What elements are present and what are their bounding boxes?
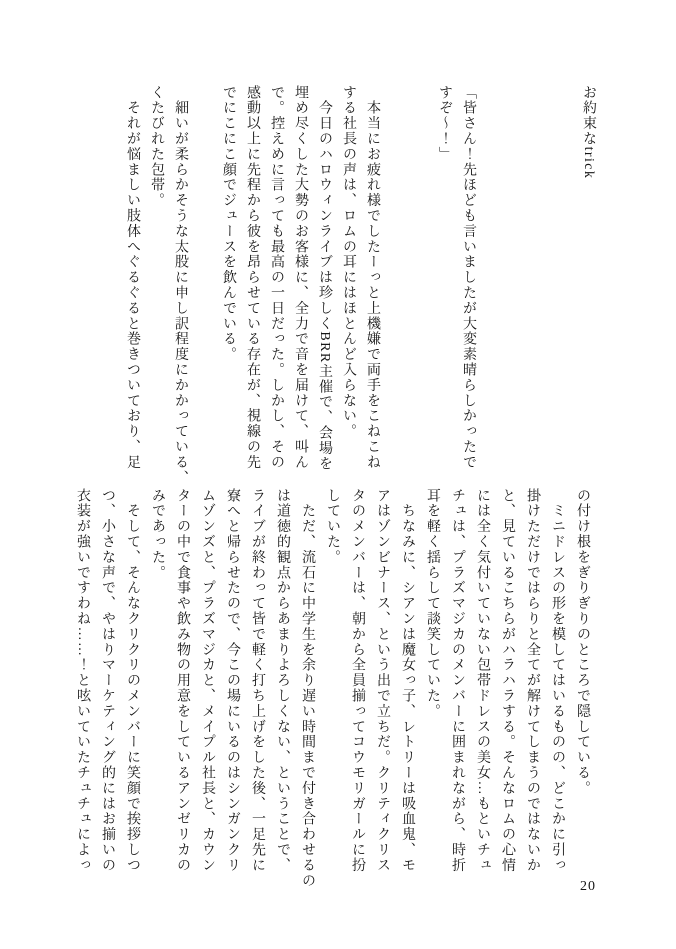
text-line bbox=[384, 85, 408, 477]
text-line: ターの中で食事や飲み物の用意をしているアンゼリカの bbox=[175, 488, 190, 873]
text-line bbox=[552, 85, 576, 477]
text-line: 細いが柔らかそうな太股に申し訳程度にかかっている、 bbox=[173, 85, 188, 486]
text-line: 「皆さん！先ほども言いましたが大変素晴らしかったで bbox=[461, 85, 476, 470]
text-line: つ、小さな声で、やはりマーケティング的にはお揃いの bbox=[100, 488, 115, 873]
text-line: 寮へと帰らせたので、今この場にいるのはシンガンクリ bbox=[225, 488, 240, 873]
text-line: それが悩ましい肢体へぐるぐると巻きついており、足 bbox=[125, 85, 140, 470]
text-line: していた。 bbox=[325, 488, 340, 565]
text-line: する社長の声は、ロムの耳にはほとんど入らない。 bbox=[341, 85, 356, 440]
text-line: そして、そんなクリクリのメンバーに笑顔で挨拶しつ bbox=[125, 488, 140, 873]
text-line: ミニドレスの形を模してはいるものの、どこかに引っ bbox=[550, 488, 565, 873]
text-line bbox=[528, 85, 552, 477]
text-line bbox=[504, 85, 528, 477]
text-line: チュは、プラズマジカのメンバーに囲まれながら、時折 bbox=[450, 488, 465, 873]
story-text-top-band bbox=[120, 85, 600, 486]
text-line bbox=[408, 85, 432, 477]
text-line: みであった。 bbox=[150, 488, 165, 581]
text-line: 感動以上に先程から彼を昂らせている存在が、視線の先 bbox=[245, 85, 260, 470]
text-line: ただ、流石に中学生を余り遅い時間まで付き合わせるの bbox=[300, 488, 315, 889]
text-line: には全く気付いていない包帯ドレスの美女…もといチュ bbox=[475, 488, 490, 873]
text-line: ライブが終わって皆で軽く打ち上げをした後、一足先に bbox=[250, 488, 265, 873]
text-line: の付け根をぎりぎりのところで隠している。 bbox=[575, 488, 590, 796]
text-line: すぞ～！」 bbox=[437, 85, 452, 162]
page-title: お約束なtrick bbox=[581, 85, 596, 180]
text-line bbox=[192, 85, 216, 477]
text-line: アはゾンビナース、という出で立ちだ。クリティクリス bbox=[375, 488, 390, 873]
text-line bbox=[480, 85, 504, 477]
page-number: 20 bbox=[580, 879, 596, 894]
text-line: くたびれた包帯。 bbox=[149, 85, 164, 209]
text-line: 今日のハロウィンライブは珍しくBRR主催で、会場を bbox=[317, 85, 332, 472]
text-line: タのメンバーは、朝から全員揃ってコウモリガールに扮 bbox=[350, 488, 365, 873]
text-line: 掛けただけではらりと全てが解けてしまうのではないか bbox=[525, 488, 540, 873]
text-line: 本当にお疲れ様でしたーっと上機嫌で両手をこねこね bbox=[365, 85, 380, 470]
text-line: 衣装が強いですわね……！と呟いていたチュチュによっ bbox=[75, 488, 90, 873]
text-line: ちなみに、シアンは魔女っ子、レトリーは吸血鬼、モ bbox=[400, 488, 415, 873]
text-line: 耳を軽く揺らして談笑していた。 bbox=[425, 488, 440, 719]
text-line: で。控えめに言っても最高の一日だった。しかし、その bbox=[269, 85, 284, 470]
text-line: ムゾンズと、プラズマジカと、メイプル社長と、カウン bbox=[200, 488, 215, 873]
text-line: 埋め尽くした大勢のお客様に、全力で音を届けて、叫ん bbox=[293, 85, 308, 470]
text-line: と、見ているこちらがハラハラする。そんなロムの心情 bbox=[500, 488, 515, 873]
text-line: でにこにこ顔でジュースを飲んでいる。 bbox=[221, 85, 236, 363]
text-line: は道徳的観点からあまりよろしくない、ということで、 bbox=[275, 488, 290, 873]
